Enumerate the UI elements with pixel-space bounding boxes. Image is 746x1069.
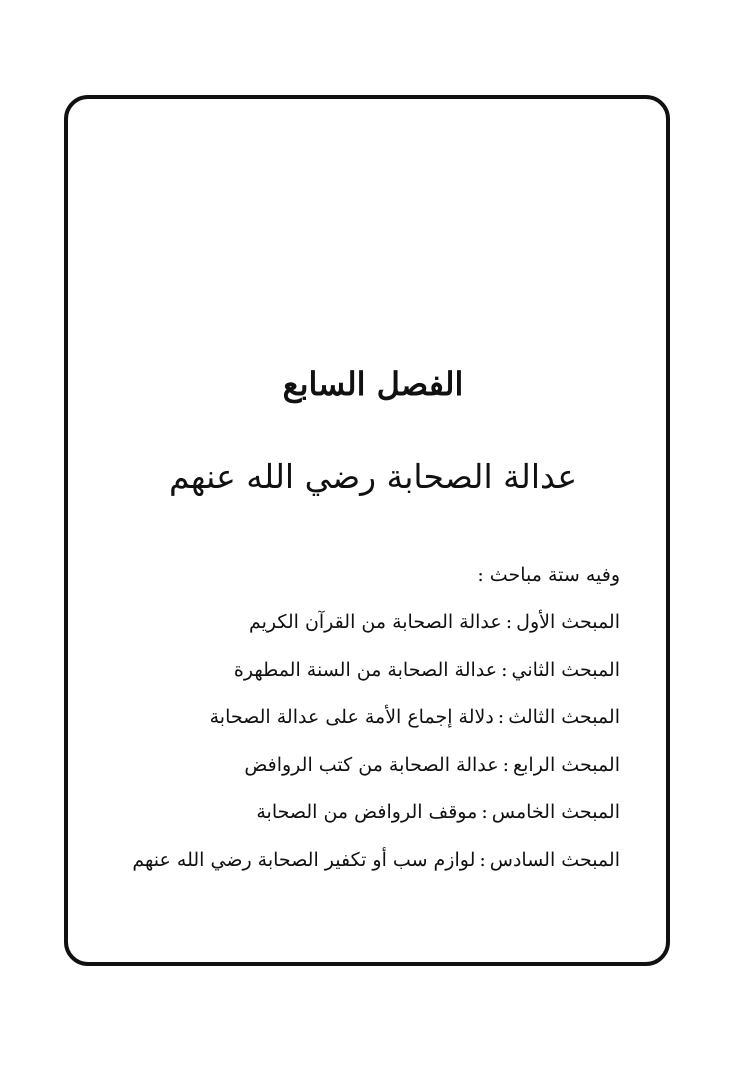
section-title: عدالة الصحابة من القرآن الكريم	[248, 611, 502, 633]
separator: :	[479, 848, 486, 871]
section-item-3	[100, 702, 620, 732]
section-title: دلالة إجماع الأمة على عدالة الصحابة	[209, 706, 494, 728]
section-item-6	[100, 845, 620, 875]
section-label: المبحث الثالث	[508, 706, 620, 728]
separator: :	[497, 706, 505, 728]
separator: :	[481, 801, 488, 823]
separator: :	[502, 753, 510, 776]
sections-block	[100, 560, 620, 892]
section-item-2	[100, 655, 620, 685]
section-label: المبحث السادس	[489, 848, 620, 871]
section-title: موقف الروافض من الصحابة	[256, 801, 478, 823]
section-list	[100, 607, 620, 875]
section-item-4	[100, 750, 620, 780]
section-label: المبحث الرابع	[513, 753, 620, 776]
section-label: المبحث الخامس	[491, 801, 620, 823]
section-title: لوازم سب أو تكفير الصحابة رضي الله عنهم	[132, 848, 476, 871]
separator: :	[501, 658, 508, 681]
section-label: المبحث الثاني	[511, 658, 620, 681]
section-title: عدالة الصحابة من كتب الروافض	[244, 753, 499, 776]
section-item-5	[100, 797, 620, 827]
separator: :	[505, 611, 513, 633]
section-item-1	[100, 607, 620, 637]
section-title: عدالة الصحابة من السنة المطهرة	[233, 658, 498, 681]
section-label: المبحث الأول	[516, 611, 620, 633]
intro-text: وفيه ستة مباحث :	[477, 564, 620, 586]
chapter-subtitle: عدالة الصحابة رضي الله عنهم	[168, 457, 578, 496]
chapter-title: الفصل السابع	[282, 365, 464, 403]
